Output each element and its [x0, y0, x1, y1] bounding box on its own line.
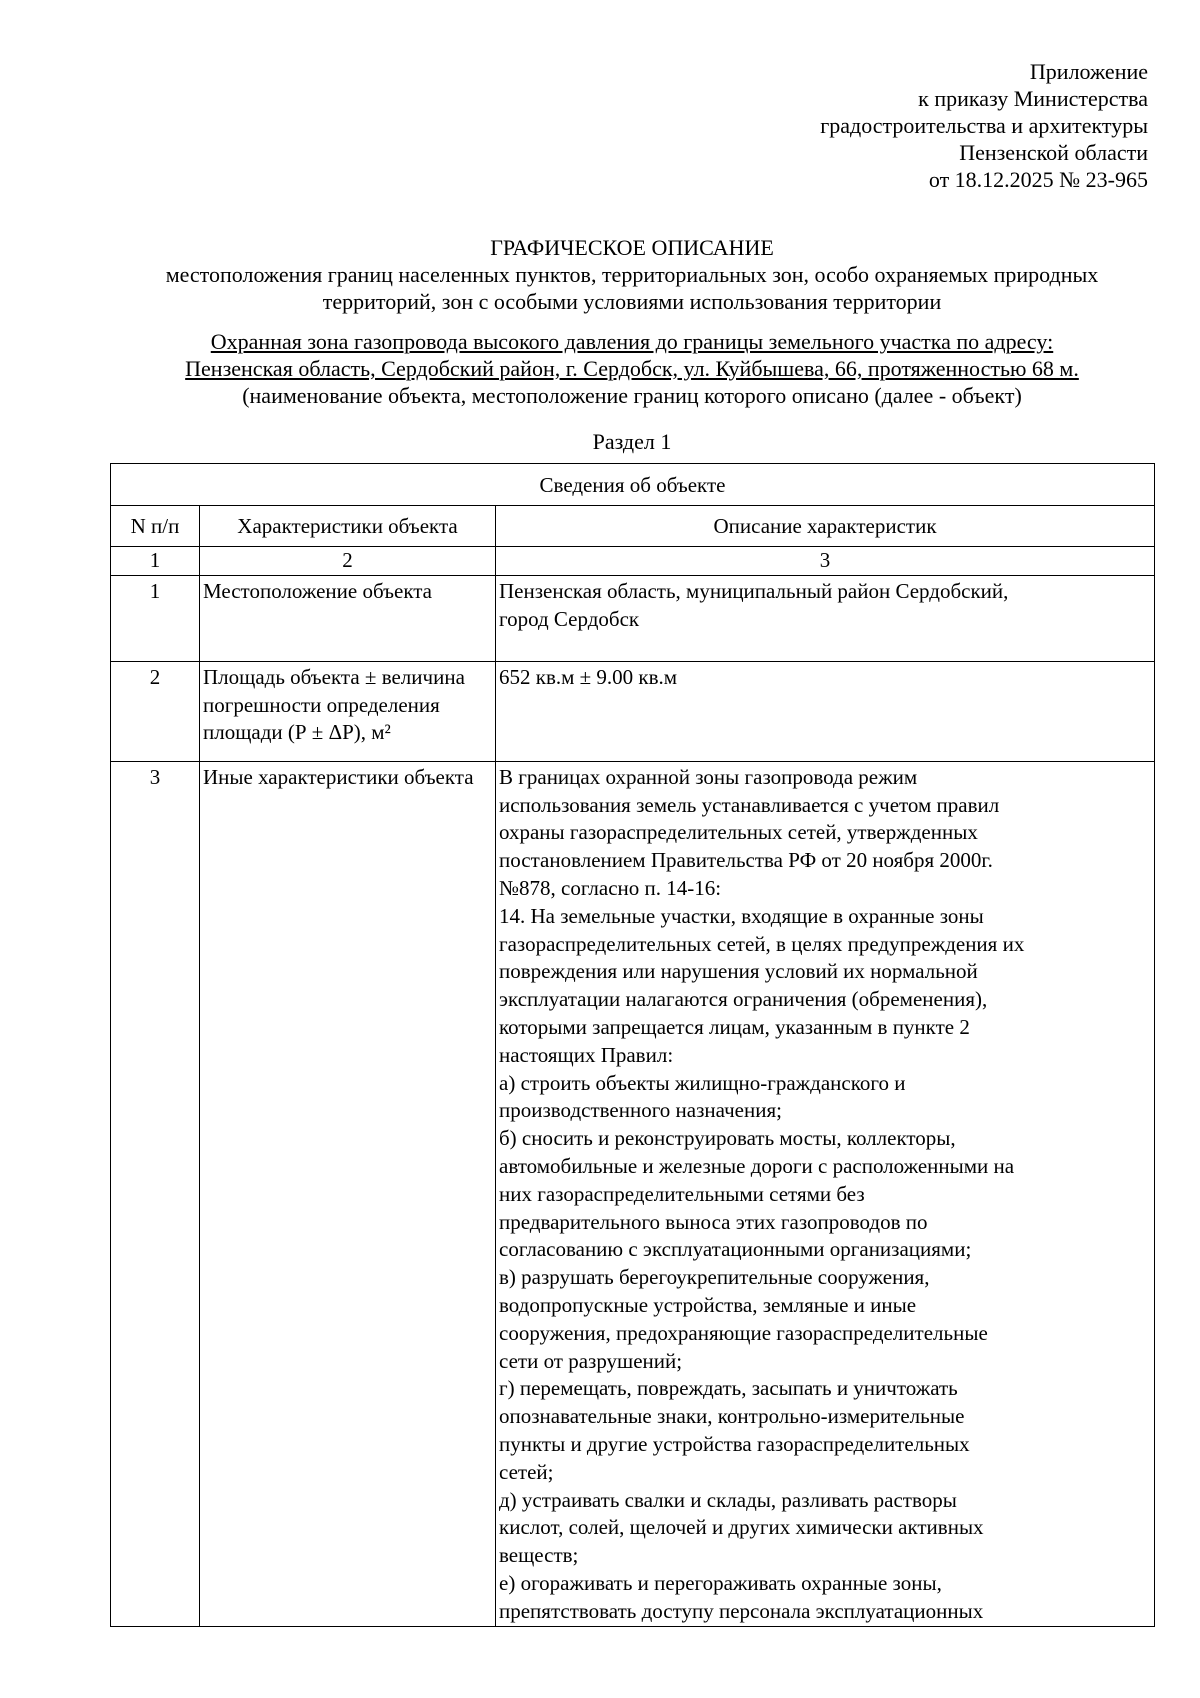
- appendix-line: Пензенской области: [959, 140, 1148, 165]
- row-description-line: в) разрушать берегоукрепительные сооружения,: [499, 1265, 930, 1290]
- row-description-line: пункты и другие устройства газораспределительных: [499, 1431, 970, 1456]
- table-column-number: 3: [496, 547, 1155, 576]
- row-description-line: город Сердобск: [499, 606, 640, 631]
- row-description-line: настоящих Правил:: [499, 1042, 674, 1067]
- row-description-line: предварительного выноса этих газопроводов по: [499, 1209, 928, 1234]
- row-description-line: постановлением Правительства РФ от 20 ноября 2000г.: [499, 848, 993, 873]
- table-row: [111, 761, 1155, 1626]
- row-description-line: сооружения, предохраняющие газораспределительные: [499, 1320, 988, 1345]
- row-description-line: №878, согласно п. 14-16:: [499, 875, 722, 900]
- table-header-cell: Характеристики объекта: [200, 506, 496, 547]
- table-row: [111, 575, 1155, 661]
- appendix-line: к приказу Министерства: [918, 86, 1148, 111]
- row-description-line: водопропускные устройства, земляные и иные: [499, 1292, 917, 1317]
- row-name-line: Местоположение объекта: [203, 578, 433, 603]
- row-number-cell: 3: [111, 761, 200, 1626]
- appendix-line: градостроительства и архитектуры: [820, 113, 1148, 138]
- row-description-line: производственного назначения;: [499, 1098, 782, 1123]
- document-title: ГРАФИЧЕСКОЕ ОПИСАНИЕ: [490, 235, 774, 260]
- row-description-line: автомобильные и железные дороги с расположенными на: [499, 1153, 1015, 1178]
- appendix-line: от 18.12.2025 № 23-965: [928, 167, 1148, 192]
- table-caption: Сведения об объекте: [111, 464, 1155, 506]
- row-description-line: В границах охранной зоны газопровода режим: [499, 764, 918, 789]
- row-description-line: использования земель устанавливается с учетом правил: [499, 792, 1000, 817]
- row-number-cell: 2: [111, 661, 200, 761]
- row-description-line: б) сносить и реконструировать мосты, коллекторы,: [499, 1126, 956, 1151]
- table-header-cell: N п/п: [111, 506, 200, 547]
- row-description-line: которыми запрещается лицам, указанным в пункте 2: [499, 1014, 970, 1039]
- row-number-cell: 1: [111, 575, 200, 661]
- document-subtitle-line: местоположения границ населенных пунктов, территориальных зон, особо охраняемых природных: [165, 262, 1099, 287]
- row-description-line: газораспределительных сетей, в целях предупреждения их: [499, 931, 1025, 956]
- row-description-line: опознавательные знаки, контрольно-измерительные: [499, 1404, 965, 1429]
- row-description-line: сети от разрушений;: [499, 1348, 683, 1373]
- object-name-block: [110, 328, 1154, 409]
- row-description-line: сетей;: [499, 1459, 554, 1484]
- row-description-cell: [496, 661, 1155, 761]
- row-name-cell: [200, 575, 496, 661]
- table-row: [111, 661, 1155, 761]
- row-description-line: охраны газораспределительных сетей, утвержденных: [499, 820, 978, 845]
- row-description-line: них газораспределительными сетями без: [499, 1181, 865, 1206]
- row-name-line: Иные характеристики объекта: [203, 764, 474, 789]
- row-name-cell: [200, 661, 496, 761]
- row-description-line: веществ;: [499, 1543, 579, 1568]
- row-description-line: препятствовать доступу персонала эксплуатационных: [499, 1598, 984, 1623]
- row-description-line: е) огораживать и перегораживать охранные зоны,: [499, 1570, 942, 1595]
- object-name-line: Пензенская область, Сердобский район, г. Сердобск, ул. Куйбышева, 66, протяженностью 68 м.: [185, 356, 1079, 381]
- row-description-line: д) устраивать свалки и склады, разливать растворы: [499, 1487, 957, 1512]
- row-description-line: а) строить объекты жилищно-гражданского и: [499, 1070, 906, 1095]
- row-name-line: погрешности определения: [203, 692, 440, 717]
- row-description-line: 14. На земельные участки, входящие в охранные зоны: [499, 903, 984, 928]
- row-description-line: г) перемещать, повреждать, засыпать и уничтожать: [499, 1376, 958, 1401]
- row-description-line: эксплуатации налагаются ограничения (обременения),: [499, 987, 988, 1012]
- row-description-line: повреждения или нарушения условий их нормальной: [499, 959, 978, 984]
- appendix-block: [588, 58, 1148, 193]
- row-name-line: площади (Р ± ΔР), м²: [203, 720, 391, 745]
- document-title-block: [110, 234, 1154, 315]
- row-description-line: Пензенская область, муниципальный район Сердобский,: [499, 578, 1009, 603]
- object-name-line: Охранная зона газопровода высокого давления до границы земельного участка по адресу:: [210, 329, 1054, 354]
- row-description-line: согласованию с эксплуатационными организациями;: [499, 1237, 972, 1262]
- row-description-line: 652 кв.м ± 9.00 кв.м: [499, 664, 678, 689]
- row-name-line: Площадь объекта ± величина: [203, 664, 465, 689]
- section-heading: Раздел 1: [592, 429, 672, 454]
- object-info-table: [110, 463, 1155, 1627]
- appendix-line: Приложение: [1029, 59, 1148, 84]
- document-subtitle-line: территорий, зон с особыми условиями использования территории: [322, 289, 942, 314]
- object-name-caption: (наименование объекта, местоположение границ которого описано (далее - объект): [242, 383, 1022, 408]
- row-description-line: кислот, солей, щелочей и других химически активных: [499, 1515, 984, 1540]
- table-column-number: 1: [111, 547, 200, 576]
- row-description-cell: [496, 575, 1155, 661]
- table-column-number: 2: [200, 547, 496, 576]
- table-header-cell: Описание характеристик: [496, 506, 1155, 547]
- row-name-cell: [200, 761, 496, 1626]
- row-description-cell: [496, 761, 1155, 1626]
